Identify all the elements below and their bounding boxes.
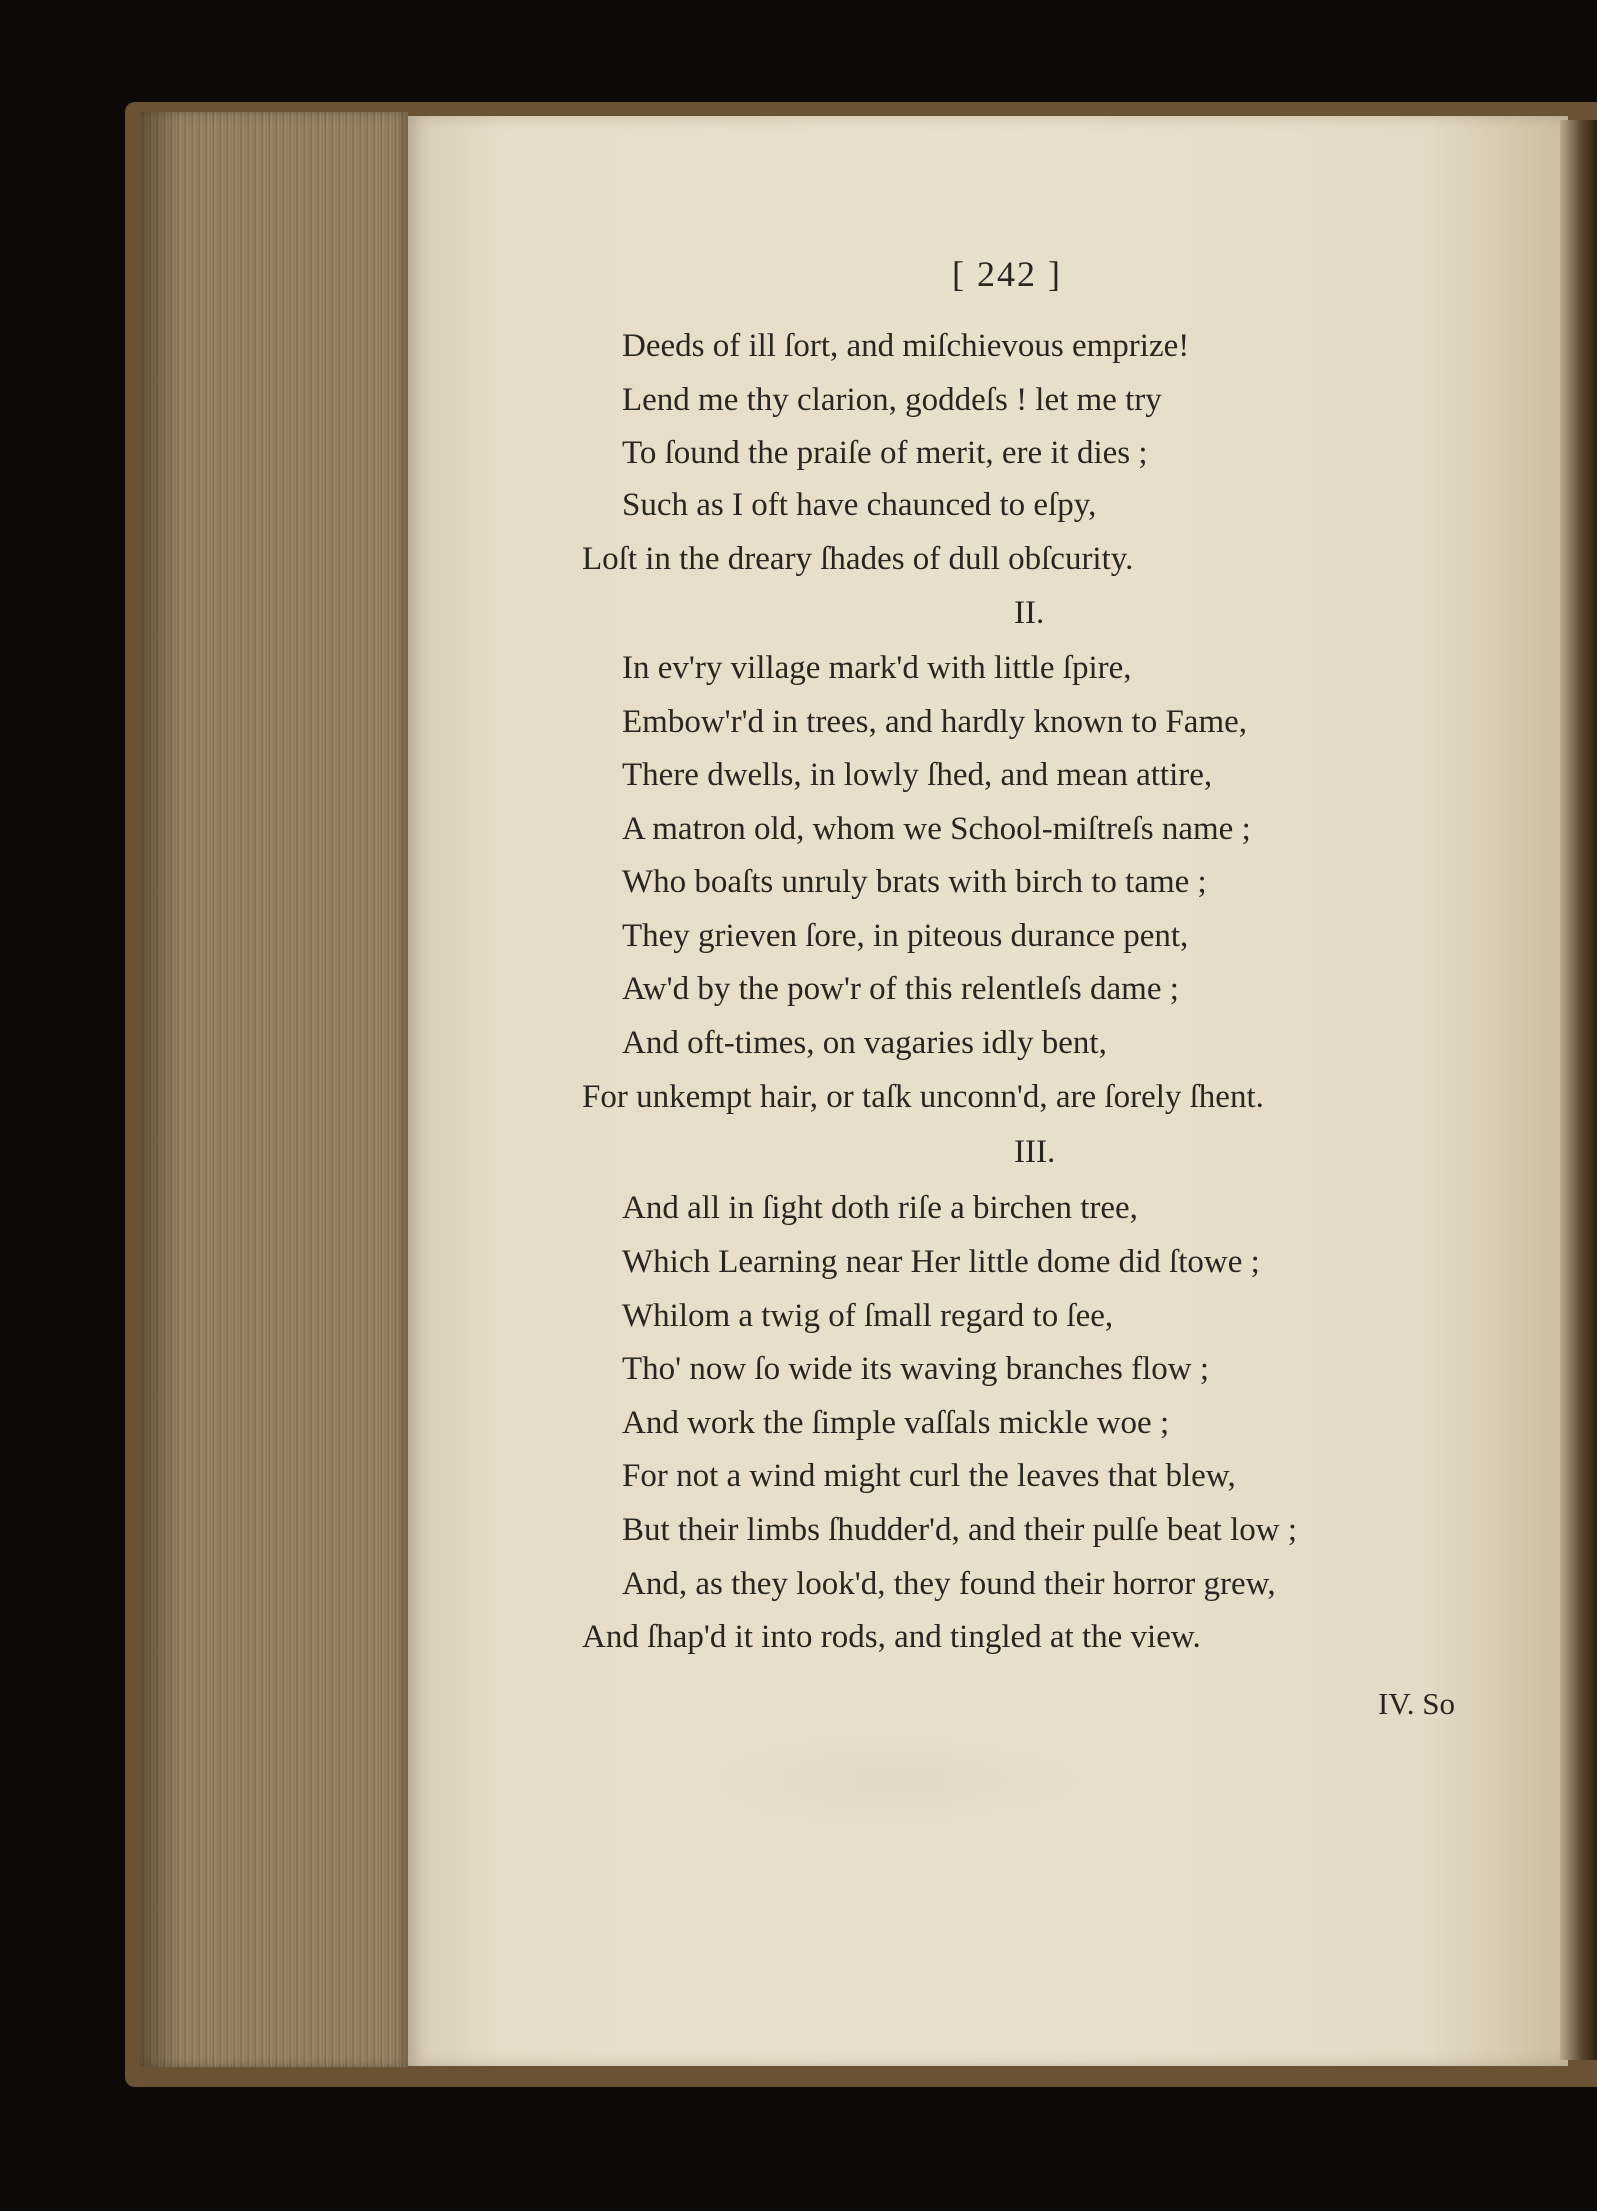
poem-line: And work the ſimple vaſſals mickle woe ;	[622, 1405, 1170, 1441]
poem-line: And oft-times, on vagaries idly bent,	[622, 1025, 1107, 1061]
poem-line: Which Learning near Her little dome did ſtowe ;	[622, 1244, 1260, 1280]
page-number: [ 242 ]	[952, 254, 1062, 294]
poem-line: Embow'r'd in trees, and hardly known to Fame,	[622, 704, 1248, 740]
poem-line: Tho' now ſo wide its waving branches flow ;	[622, 1351, 1210, 1387]
poem-line: For not a wind might curl the leaves that blew,	[622, 1458, 1236, 1494]
poem-line: Loſt in the dreary ſhades of dull obſcurity.	[582, 541, 1134, 577]
poem-line: And, as they look'd, they found their horror grew,	[622, 1566, 1276, 1602]
poem-line: A matron old, whom we School-miſtreſs name ;	[622, 811, 1251, 847]
poem-line: In ev'ry village mark'd with little ſpire,	[622, 650, 1132, 686]
poem-line: Lend me thy clarion, goddeſs ! let me try	[622, 382, 1162, 418]
poem-line: Whilom a twig of ſmall regard to ſee,	[622, 1298, 1114, 1334]
poem-line: Who boaſts unruly brats with birch to tame ;	[622, 864, 1207, 900]
stanza-heading: II.	[1014, 595, 1045, 631]
poem-line: For unkempt hair, or taſk unconn'd, are ſorely ſhent.	[582, 1079, 1264, 1115]
stanza-heading: III.	[1014, 1134, 1056, 1170]
catchword: IV. So	[1378, 1686, 1455, 1721]
poem-line: Such as I oft have chaunced to eſpy,	[622, 487, 1097, 523]
poem-line: They grieven ſore, in piteous durance pent,	[622, 918, 1189, 954]
poem-line: To ſound the praiſe of merit, ere it dies ;	[622, 435, 1148, 471]
poem-line: But their limbs ſhudder'd, and their pulſe beat low ;	[622, 1512, 1297, 1548]
poem-line: Deeds of ill ſort, and miſchievous emprize!	[622, 328, 1190, 364]
poem-line: There dwells, in lowly ſhed, and mean attire,	[622, 757, 1213, 793]
poem-line: Aw'd by the pow'r of this relentleſs dame ;	[622, 971, 1179, 1007]
poem-line: And ſhap'd it into rods, and tingled at the view.	[582, 1619, 1201, 1655]
poem-line: And all in ſight doth riſe a birchen tree,	[622, 1190, 1138, 1226]
